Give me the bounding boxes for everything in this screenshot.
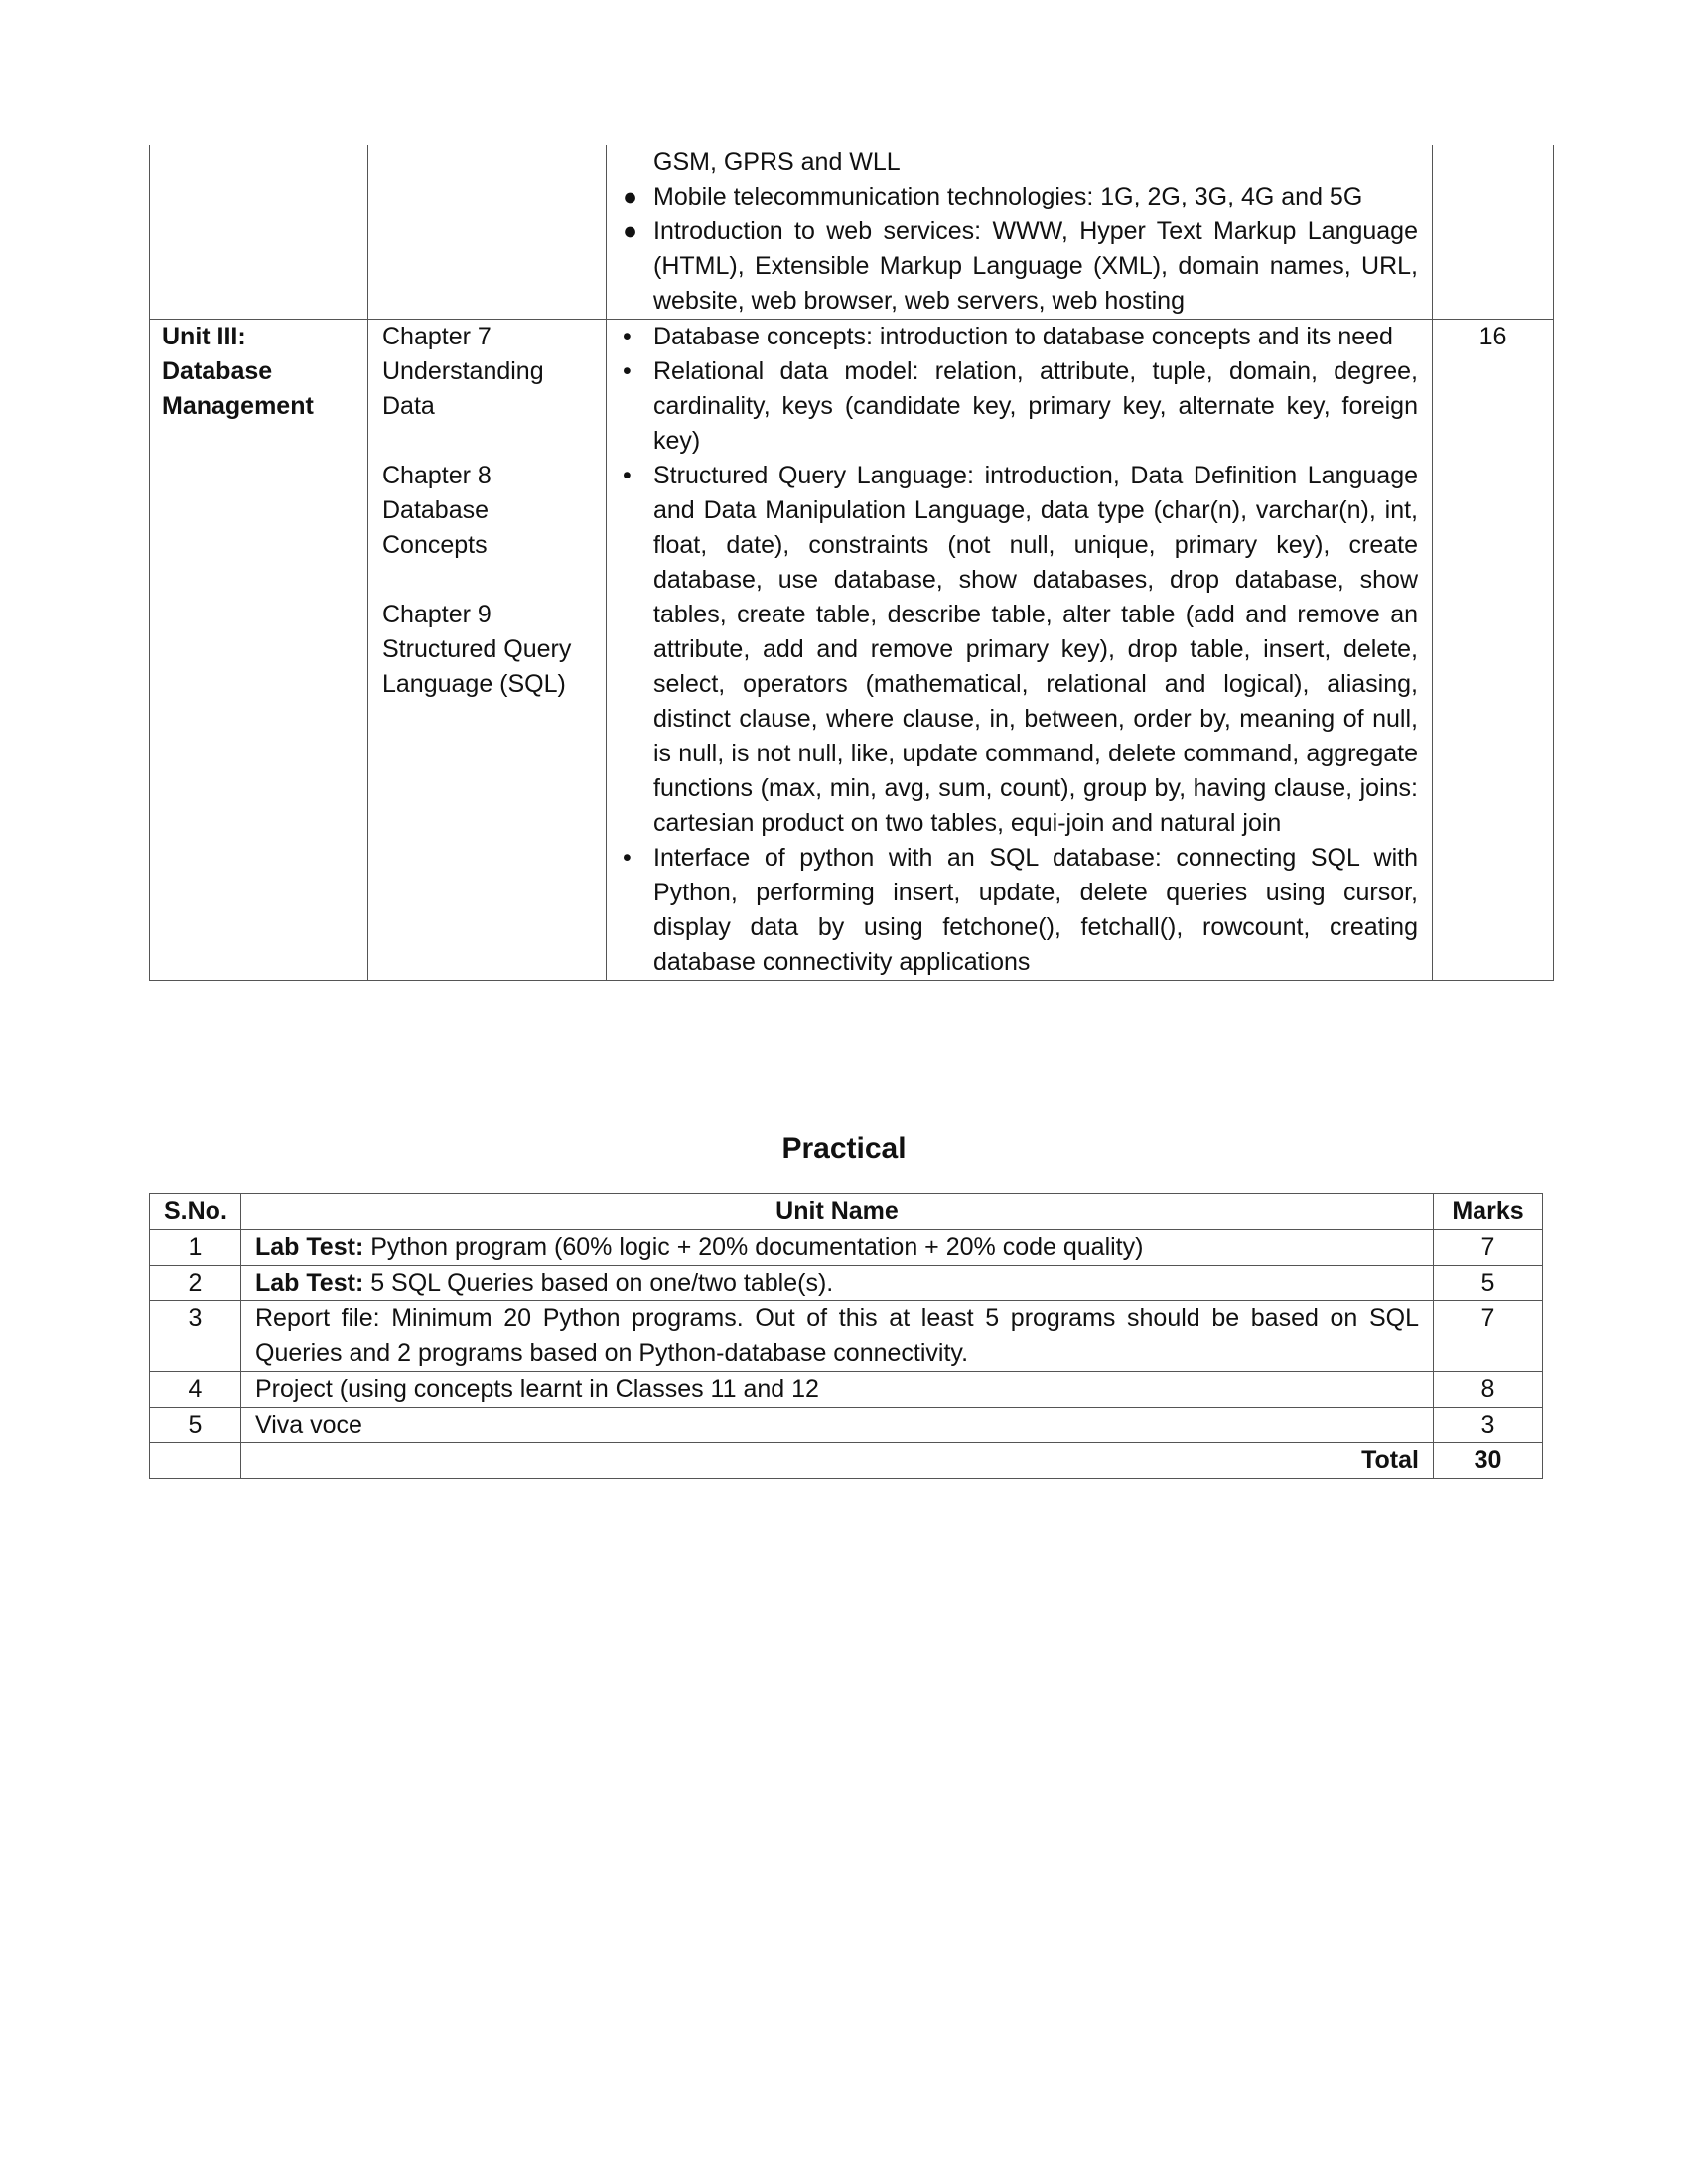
unit3-row (150, 320, 1554, 981)
list-item: ● Introduction to web services: WWW, Hyper Text Markup Language (HTML), Extensible Markup Language (XML), domain names, URL, website, web browser, web servers, web hosting (621, 214, 1418, 319)
row-unit-name: Viva voce (241, 1408, 1434, 1443)
row-sno: 1 (150, 1230, 241, 1266)
table-row (150, 1266, 1543, 1301)
chapter-item: Chapter 7 Understanding Data (382, 323, 544, 420)
bullet-icon: • (623, 323, 632, 350)
row-marks: 5 (1434, 1266, 1543, 1301)
bullet-icon: • (623, 844, 632, 872)
bullet-icon: • (623, 462, 632, 489)
chapter-list (368, 320, 607, 981)
unit3-topics-cell (607, 320, 1433, 981)
row-marks: 3 (1434, 1408, 1543, 1443)
table-row (150, 1408, 1543, 1443)
bullet-icon: ● (623, 183, 638, 210)
row-marks: 7 (1434, 1230, 1543, 1266)
table-row (150, 1230, 1543, 1266)
syllabus-table (149, 145, 1554, 981)
row-marks: 8 (1434, 1372, 1543, 1408)
row-unit-name: Lab Test: Python program (60% logic + 20% documentation + 20% code quality) (241, 1230, 1434, 1266)
row-sno: 2 (150, 1266, 241, 1301)
total-label: Total (241, 1443, 1434, 1479)
row-unit-name: Lab Test: 5 SQL Queries based on one/two table(s). (241, 1266, 1434, 1301)
total-empty-cell (150, 1443, 241, 1479)
row-marks: 7 (1434, 1301, 1543, 1372)
table-row (150, 1372, 1543, 1408)
list-item: • Relational data model: relation, attribute, tuple, domain, degree, cardinality, keys (candidate key, primary key, alternate key, foreign key) (621, 354, 1418, 459)
chapter-item: Chapter 9 Structured Query Language (SQL) (382, 601, 572, 698)
bullet-icon: ● (623, 217, 638, 245)
list-item: • Structured Query Language: introduction, Data Definition Language and Data Manipulation Language, data type (char(n), varchar(n), int, float, date), constraints (not null, unique, primary key), create database, use database, show databases, drop database, show tables, create table, describe table, alter table (add and remove an attribute, add and remove primary key), drop table, insert, delete, select, operators (mathematical, relational and logical), aliasing, distinct clause, where clause, in, between, order by, meaning of null, is null, is not null, like, update command, delete command, aggregate functions (max, min, avg, sum, count), group by, having clause, joins: cartesian product on two tables, equi-join and natural join (621, 459, 1418, 841)
total-marks: 30 (1434, 1443, 1543, 1479)
syllabus-continuation-row (150, 145, 1554, 320)
list-item: • Database concepts: introduction to database concepts and its need (621, 320, 1418, 354)
practical-heading: Practical (781, 1132, 907, 1164)
list-item: ● Mobile telecommunication technologies: 1G, 2G, 3G, 4G and 5G (621, 180, 1418, 214)
bullet-icon: • (623, 357, 632, 385)
list-item: • Interface of python with an SQL database: connecting SQL with Python, performing insert, update, delete queries using cursor, display data by using fetchone(), fetchall(), rowcount, creating database connectivity applications (621, 841, 1418, 980)
empty-chapter-cell (368, 145, 607, 320)
empty-unit-cell (150, 145, 368, 320)
row-unit-name: Report file: Minimum 20 Python programs. Out of this at least 5 programs should be based on SQL Queries and 2 programs based on Python-database connectivity. (241, 1301, 1434, 1372)
table-row (150, 1301, 1543, 1372)
unit-marks: 16 (1433, 320, 1554, 981)
empty-marks-cell (1433, 145, 1554, 320)
practical-header-row (150, 1194, 1543, 1230)
continuation-topics-cell (607, 145, 1433, 320)
header-sno: S.No. (150, 1194, 241, 1230)
total-row (150, 1443, 1543, 1479)
row-sno: 5 (150, 1408, 241, 1443)
chapter-item: Chapter 8 Database Concepts (382, 462, 492, 559)
list-item: GSM, GPRS and WLL (653, 148, 901, 176)
row-unit-name: Project (using concepts learnt in Classes 11 and 12 (241, 1372, 1434, 1408)
header-unit-name: Unit Name (241, 1194, 1434, 1230)
row-sno: 4 (150, 1372, 241, 1408)
practical-table (149, 1193, 1543, 1479)
unit-label: Unit III: Database Management (150, 320, 368, 981)
header-marks: Marks (1434, 1194, 1543, 1230)
row-sno: 3 (150, 1301, 241, 1372)
